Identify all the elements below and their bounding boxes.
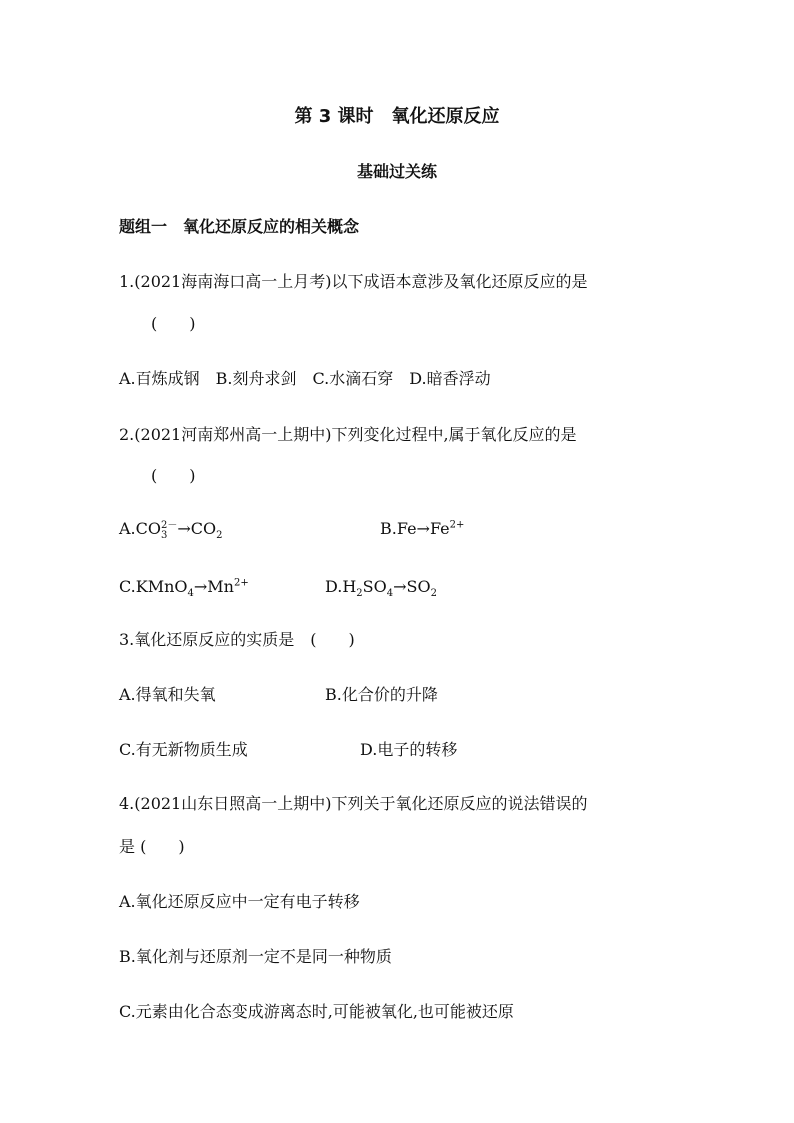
q3-stem: 3.氧化还原反应的实质是 ( )	[119, 630, 355, 649]
q4-stem-continued: 是 ( )	[119, 837, 185, 856]
q2-option-d: $D.H_2SO_4\to SO_2$	[325, 577, 437, 600]
q3-option-c: C.有无新物质生成	[119, 740, 248, 759]
page-title: 第 3 课时 氧化还原反应	[294, 106, 500, 127]
q1-stem: 1.(2021海南海口高一上月考)以下成语本意涉及氧化还原反应的是	[119, 272, 588, 291]
q3-option-d: D.电子的转移	[360, 740, 458, 759]
q3-option-a: A.得氧和失氧	[119, 685, 216, 704]
q1-options: A.百炼成钢 B.刻舟求剑 C.水滴石穿 D.暗香浮动	[119, 369, 491, 388]
q2-option-b: $B.Fe\to Fe^{2+}$	[380, 519, 465, 538]
page-subtitle: 基础过关练	[356, 162, 437, 181]
q2-answer-blank: ( )	[151, 466, 196, 485]
q4-stem: 4.(2021山东日照高一上期中)下列关于氧化还原反应的说法错误的	[119, 794, 588, 813]
q1-answer-blank: ( )	[151, 314, 196, 333]
q2-option-c: $C.KMnO_4\to Mn^{2+}$	[119, 577, 249, 600]
q4-option-c: C.元素由化合态变成游离态时,可能被氧化,也可能被还原	[119, 1002, 514, 1021]
q2-stem: 2.(2021河南郑州高一上期中)下列变化过程中,属于氧化反应的是	[119, 425, 577, 444]
section-heading: 题组一 氧化还原反应的相关概念	[119, 217, 360, 236]
q3-option-b: B.化合价的升降	[325, 685, 438, 704]
q2-option-a: A.CO 2－ 3 $\to CO_2$	[119, 519, 223, 542]
q4-option-b: B.氧化剂与还原剂一定不是同一种物质	[119, 947, 392, 966]
q4-option-a: A.氧化还原反应中一定有电子转移	[119, 892, 360, 911]
